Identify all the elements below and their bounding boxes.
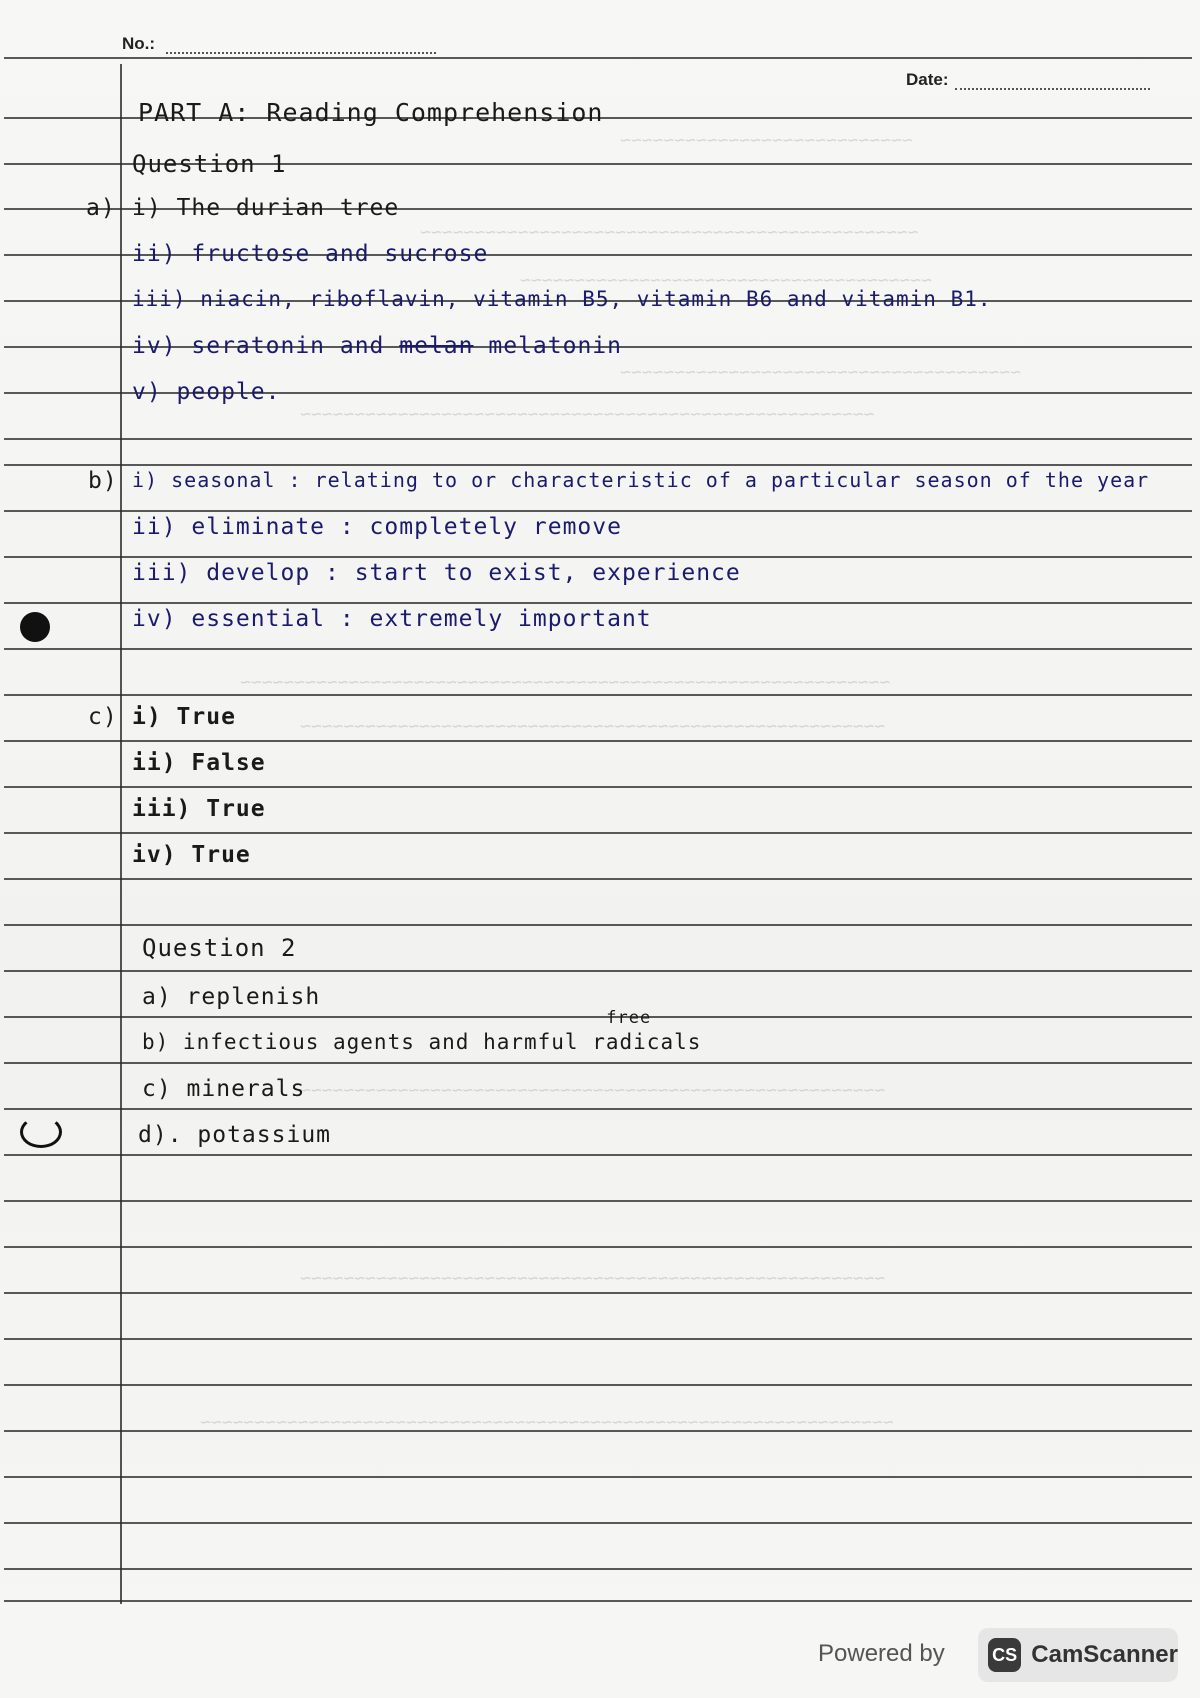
answer-1a-iv (132, 333, 622, 359)
ruled-line (4, 694, 1192, 696)
bleed-through-text: ~~~~~~~~~~~~~~~~~~~~~~~~~~~~~~~~~~~~~~~~~~~~~~~~~~~~~~ (300, 716, 886, 737)
answer-1b-iv: iv) essential : extremely important (132, 606, 652, 632)
answer-1c-ii: ii) False (132, 750, 266, 776)
ruled-line (4, 1522, 1192, 1524)
part-title: PART A: Reading Comprehension (138, 98, 604, 127)
ruled-line (4, 602, 1192, 604)
bleed-through-text: ~~~~~~~~~~~~~~~~~~~~~~~~~~~~~~~~~~~~~ (620, 362, 1021, 383)
ruled-line (4, 1062, 1192, 1064)
ruled-line (4, 556, 1192, 558)
ruled-line (4, 464, 1192, 466)
answer-1a-v: v) people. (132, 379, 281, 405)
margin-line (120, 64, 122, 1604)
question-1-title: Question 1 (132, 150, 287, 178)
bleed-through-text: ~~~~~~~~~~~~~~~~~~~~~~~~~~~~~~~~~~~~~~~~~~~~~~~~~~~~~~~~~~~~~~~~ (200, 1412, 894, 1433)
answer-1a-ii: ii) fructose and sucrose (132, 241, 489, 267)
question-1c-label: c) (88, 704, 118, 730)
date-label: Date: (906, 70, 949, 89)
answer-1a-iv-text: iv) seratonin and (132, 333, 385, 359)
ruled-line (4, 438, 1192, 440)
bleed-through-text: ~~~~~~~~~~~~~~~~~~~~~~~~~~~~~~~~~~~~~~~~~~~~~~ (420, 222, 919, 243)
question-1a-label: a) (86, 195, 116, 221)
ruled-line (4, 970, 1192, 972)
ruled-line (4, 1338, 1192, 1340)
camscanner-brand: CamScanner (1031, 1641, 1178, 1668)
ruled-line (4, 1600, 1192, 1602)
bleed-through-text: ~~~~~~~~~~~~~~~~~~~~~~~~~~~~~~~~~~~~~~~~~~~~~~~~~~~~~ (300, 404, 875, 425)
answer-2c: c) minerals (142, 1076, 306, 1102)
bleed-through-text: ~~~~~~~~~~~~~~~~~~~~~~~~~~~~~~~~~~~~~~~~~~~~~~~~~~~~~~ (300, 1080, 886, 1101)
answer-2d: d). potassium (138, 1122, 332, 1148)
camscanner-badge (978, 1628, 1178, 1682)
ruled-line (4, 1384, 1192, 1386)
answer-1a-iii: iii) niacin, riboflavin, vitamin B5, vitamin B6 and vitamin B1. (132, 287, 992, 311)
ruled-line (4, 510, 1192, 512)
ruled-line (4, 1246, 1192, 1248)
crossed-out-word: melan (399, 333, 474, 359)
number-label: No.: (122, 34, 156, 53)
answer-1c-iii: iii) True (132, 796, 266, 822)
ruled-line (4, 1292, 1192, 1294)
answer-2b-final-word: radicals (592, 1030, 702, 1054)
bleed-through-text: ~~~~~~~~~~~~~~~~~~~~~~~~~~~ (620, 130, 913, 151)
answer-2b-correction (592, 1008, 702, 1054)
ruled-line (4, 1108, 1192, 1110)
ruled-line (4, 740, 1192, 742)
answer-1b-i: i) seasonal : relating to or characteristic of a particular season of the year (132, 468, 1150, 492)
question-2-title: Question 2 (142, 934, 297, 962)
ruled-line (4, 832, 1192, 834)
number-field-line (166, 50, 436, 54)
answer-1c-iv: iv) True (132, 842, 251, 868)
ruled-line (4, 786, 1192, 788)
camscanner-logo-icon: CS (988, 1638, 1021, 1672)
answer-1b-ii: ii) eliminate : completely remove (132, 514, 622, 540)
answer-1b-iii: iii) develop : start to exist, experience (132, 560, 741, 586)
bleed-through-text: ~~~~~~~~~~~~~~~~~~~~~~~~~~~~~~~~~~~~~~~~~~~~~~~~~~~~~~ (300, 1268, 886, 1289)
ruled-line (4, 878, 1192, 880)
ink-smudge (20, 1116, 62, 1148)
bleed-through-text: ~~~~~~~~~~~~~~~~~~~~~~~~~~~~~~~~~~~~~~~~~~~~~~~~~~~~~~~~~~~~ (240, 672, 891, 693)
ink-blot (20, 612, 50, 642)
question-1b-label: b) (88, 468, 118, 494)
ruled-line (4, 1568, 1192, 1570)
inserted-word: free (606, 1008, 652, 1028)
answer-2a: a) replenish (142, 984, 321, 1010)
answer-1a-i: i) The durian tree (132, 195, 400, 221)
answer-1a-iv-correction: melatonin (488, 333, 622, 359)
bleed-through-text: ~~~~~~~~~~~~~~~~~~~~~~~~~~~~~~~~~~~~~~ (520, 270, 932, 291)
ruled-line (4, 57, 1192, 59)
powered-by-text: Powered by (818, 1640, 945, 1667)
ruled-line (4, 1016, 1192, 1018)
date-field-line (955, 86, 1150, 90)
answer-2b-text: b) infectious agents and harmful (142, 1030, 579, 1054)
ruled-line (4, 1476, 1192, 1478)
ruled-line (4, 924, 1192, 926)
ruled-line (4, 1154, 1192, 1156)
ruled-line (4, 1200, 1192, 1202)
answer-1c-i: i) True (132, 704, 236, 730)
answer-2b (142, 1008, 702, 1054)
ruled-line (4, 648, 1192, 650)
